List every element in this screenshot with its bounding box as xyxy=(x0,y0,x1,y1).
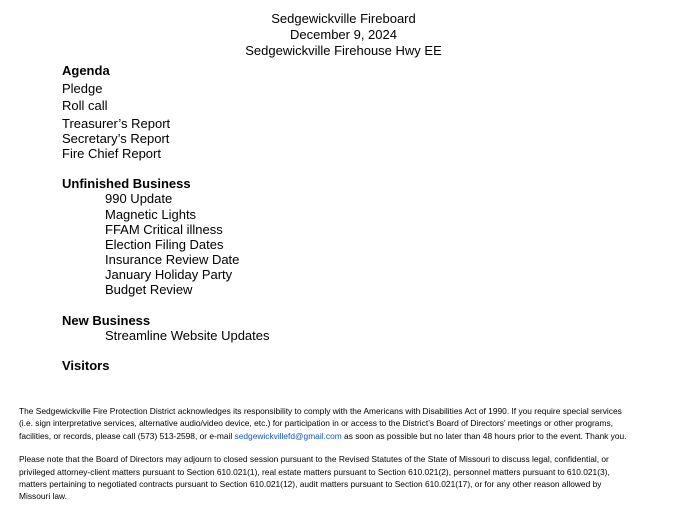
agenda-item-fire-chief-report: Fire Chief Report xyxy=(62,146,161,161)
meeting-location: Sedgewickville Firehouse Hwy EE xyxy=(245,43,442,58)
document-header xyxy=(0,11,687,59)
ada-notice xyxy=(19,405,629,442)
unfinished-business-heading: Unfinished Business xyxy=(62,176,191,191)
contact-email-link[interactable]: sedgewickvillefd@gmail.com xyxy=(234,430,342,441)
new-business-item-website-updates: Streamline Website Updates xyxy=(105,328,270,343)
agenda-item-roll-call: Roll call xyxy=(62,98,108,113)
agenda-item-treasurers-report: Treasurer’s Report xyxy=(62,116,171,131)
closed-session-notice: Please note that the Board of Directors may adjourn to closed session pursuant to the Revised Statutes of the State of Missouri to discuss legal, confidential, or privileged attorney-client matters pursuant to Section 610.021(1), real estate matters pursuant to Section 610.021(2), personnel matters pursuant to 610.021(3), matters pertaining to negotiated contracts pursuant to Section 610.021(12), audit matters pursuant to Section 610.021(17), or for any other reason allowed by Missouri law. xyxy=(19,454,610,502)
unfinished-item-ffam-critical-illness: FFAM Critical illness xyxy=(105,222,223,237)
legal-notices xyxy=(19,405,629,503)
agenda-heading: Agenda xyxy=(62,63,110,78)
unfinished-item-magnetic-lights: Magnetic Lights xyxy=(105,207,197,222)
meeting-date: December 9, 2024 xyxy=(290,27,397,42)
org-title: Sedgewickville Fireboard xyxy=(271,11,416,26)
agenda-item-secretarys-report: Secretary’s Report xyxy=(62,131,170,146)
unfinished-item-990-update: 990 Update xyxy=(105,191,173,206)
new-business-heading: New Business xyxy=(62,313,151,328)
unfinished-item-election-filing-dates: Election Filing Dates xyxy=(105,237,224,252)
visitors-heading: Visitors xyxy=(62,358,110,373)
ada-notice-text: The Sedgewickville Fire Protection District acknowledges its responsibility to comply with the Americans with Disabilities Act of 1990. If you require special services (i.e. sign interpretative services, alternative audio/video device, etc.) for participation in or access to the District’s Board of Directors’ meetings or other programs, facilities, or records, please call (573) 513-2598, or e-mail xyxy=(19,406,622,441)
agenda-item-pledge: Pledge xyxy=(62,81,103,96)
unfinished-item-january-holiday-party: January Holiday Party xyxy=(105,267,233,282)
unfinished-item-insurance-review-date: Insurance Review Date xyxy=(105,252,240,267)
unfinished-item-budget-review: Budget Review xyxy=(105,282,193,297)
ada-notice-text-end: as soon as possible but no later than 48 hours prior to the event. Thank you. xyxy=(341,430,627,441)
